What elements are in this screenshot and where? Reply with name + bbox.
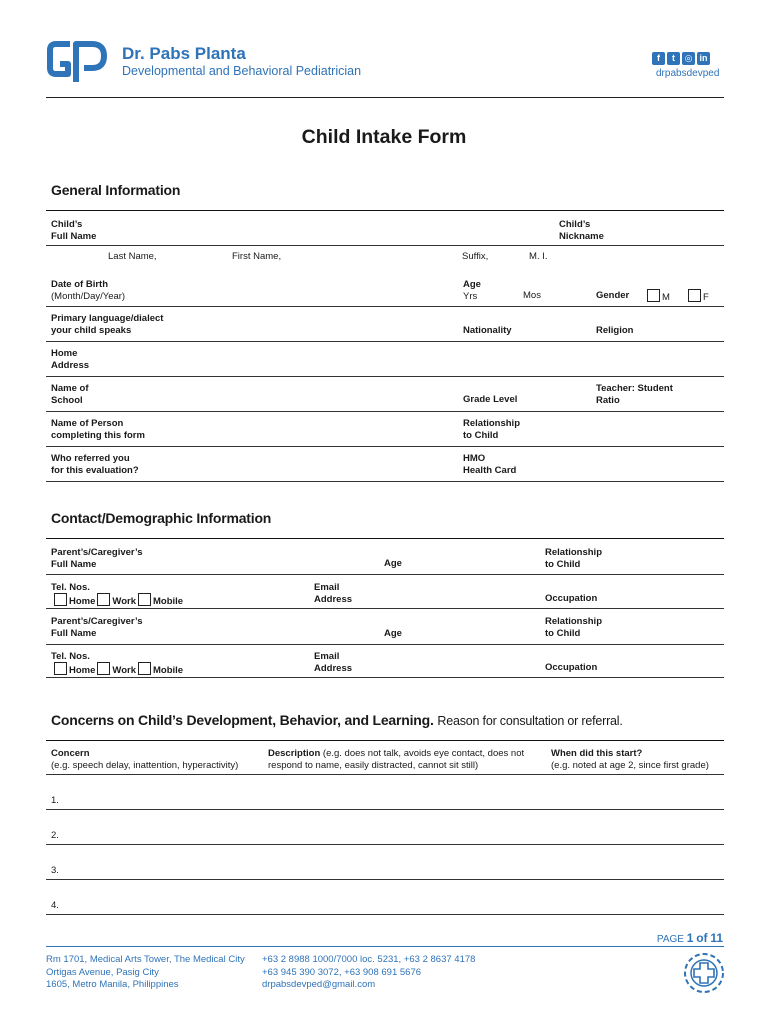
email-text-2: Address (314, 593, 353, 605)
hmo-text-1: HMO (463, 453, 486, 464)
section-general-heading: General Information (51, 182, 181, 198)
concern-row-line (46, 809, 724, 810)
phone-line-1: +63 2 8988 1000/7000 loc. 5231, +63 2 8637 4178 (262, 954, 476, 965)
childs-text: Child’s (51, 219, 83, 230)
row-divider (46, 306, 724, 307)
person-text-2: completing this form (51, 429, 145, 441)
address-line-1: Rm 1701, Medical Arts Tower, The Medical City (46, 954, 245, 965)
work-text: Work (112, 596, 136, 607)
address-line-3: 1605, Metro Manila, Philippines (46, 979, 179, 990)
concern-example: (e.g. speech delay, inattention, hyperactivity) (51, 759, 239, 771)
concern-row-number: 4. (51, 900, 59, 911)
instagram-icon[interactable]: ◎ (682, 52, 695, 65)
row-divider (46, 774, 724, 775)
religion-label: Religion (596, 325, 634, 336)
gender-male-option[interactable] (647, 289, 670, 304)
doctor-title: Developmental and Behavioral Pediatrician (122, 64, 362, 78)
concern-row-line (46, 879, 724, 880)
row-divider (46, 341, 724, 342)
dob-label (51, 279, 125, 302)
person-text-1: Name of Person (51, 418, 124, 429)
occupation-label-2: Occupation (545, 662, 598, 673)
seal-icon (682, 951, 726, 995)
dob-format-text: (Month/Day/Year) (51, 290, 126, 302)
concern-row-line (46, 844, 724, 845)
footer-divider (46, 946, 724, 947)
row-divider (46, 245, 724, 246)
parent-name-label-2 (51, 616, 143, 639)
logo-mark (46, 38, 112, 84)
male-text: M (662, 292, 670, 303)
page-label: PAGE (656, 934, 684, 945)
female-text: F (703, 292, 709, 303)
email-text-2: Address (314, 662, 353, 674)
row-divider (46, 411, 724, 412)
tel-label: Tel. Nos. (51, 582, 90, 593)
email-label (314, 582, 352, 605)
address-line-2: Ortigas Avenue, Pasig City (46, 966, 159, 978)
header-divider (46, 97, 724, 98)
parent-rel-text-1: Relationship (545, 547, 603, 558)
gender-label: Gender (596, 290, 630, 301)
ratio-text-2: Ratio (596, 394, 620, 406)
page-indicator (657, 931, 723, 945)
concern-row-line (46, 914, 724, 915)
mi-hint: M. I. (529, 251, 548, 262)
checkbox-work[interactable] (97, 593, 110, 606)
checkbox-male[interactable] (647, 289, 660, 302)
parent-rel-text-2: to Child (545, 558, 581, 570)
concern-row-number: 3. (51, 865, 59, 876)
description-example-2: respond to name, easily distracted, cannot sit still) (268, 759, 479, 771)
suffix-hint: Suffix, (462, 251, 489, 262)
email-text-1: Email (314, 582, 340, 593)
row-divider (46, 677, 724, 678)
relationship-label (463, 418, 520, 441)
social-links (650, 48, 710, 66)
parent-text-1: Parent’s/Caregiver’s (51, 616, 143, 627)
description-example-1: (e.g. does not talk, avoids eye contact, does not (322, 748, 525, 759)
concerns-subheading: Reason for consultation or referral. (437, 714, 623, 728)
mos-label: Mos (523, 290, 541, 301)
row-divider (46, 644, 724, 645)
section-concerns-heading (51, 712, 623, 728)
description-column-header (268, 748, 524, 771)
home-address-label (51, 348, 89, 371)
full-name-text: Full Name (51, 230, 97, 242)
hmo-text-2: Health Card (463, 464, 517, 476)
checkbox-home[interactable] (54, 593, 67, 606)
row-divider (46, 740, 724, 741)
linkedin-icon[interactable]: in (697, 52, 710, 65)
footer-contact (262, 954, 475, 992)
concern-row-number: 2. (51, 830, 59, 841)
checkbox-mobile[interactable] (138, 593, 151, 606)
row-divider (46, 376, 724, 377)
home-text: Home (69, 596, 96, 607)
start-text: When did this start? (551, 748, 643, 759)
gender-female-option[interactable] (688, 289, 709, 304)
checkbox-work[interactable] (97, 662, 110, 675)
facebook-icon[interactable]: f (652, 52, 665, 65)
language-label (51, 313, 163, 336)
parent-text-2: Full Name (51, 627, 97, 639)
parent-relationship-label-2 (545, 616, 602, 639)
first-name-hint: First Name, (232, 251, 282, 262)
start-column-header (551, 748, 709, 771)
page-total: 11 (710, 931, 723, 945)
referred-by-label (51, 453, 139, 476)
parent-rel-text-2: to Child (545, 627, 581, 639)
age-label (463, 279, 481, 302)
row-divider (46, 481, 724, 482)
nationality-label: Nationality (463, 325, 512, 336)
concern-text: Concern (51, 748, 90, 759)
referred-text-1: Who referred you (51, 453, 130, 464)
row-divider (46, 538, 724, 539)
mobile-text: Mobile (153, 596, 184, 607)
nickname-text-1: Child’s (559, 219, 591, 230)
relationship-text-1: Relationship (463, 418, 521, 429)
parent-name-label (51, 547, 143, 570)
dob-text: Date of Birth (51, 279, 108, 290)
doctor-name: Dr. Pabs Planta (122, 44, 246, 63)
social-handle: drpabsdevped (656, 68, 720, 79)
school-text-2: School (51, 394, 83, 406)
age-text: Age (463, 279, 481, 290)
nickname-text-2: Nickname (559, 230, 604, 242)
start-example: (e.g. noted at age 2, since first grade) (551, 759, 709, 771)
parent-age-label: Age (384, 558, 402, 569)
ratio-text-1: Teacher: Student (596, 383, 673, 394)
concern-column-header (51, 748, 238, 771)
school-text-1: Name of (51, 383, 89, 394)
person-completing-label (51, 418, 145, 441)
language-text-1: Primary language/dialect (51, 313, 164, 324)
hmo-label (463, 453, 516, 476)
section-contact-heading: Contact/Demographic Information (51, 510, 272, 526)
row-divider (46, 210, 724, 211)
grade-level-label: Grade Level (463, 394, 518, 405)
form-title: Child Intake Form (301, 126, 467, 148)
home-text: Home (69, 665, 96, 676)
childs-label (51, 219, 96, 242)
work-text: Work (112, 665, 136, 676)
footer-address (46, 954, 245, 992)
parent-age-label-2: Age (384, 628, 402, 639)
row-divider (46, 608, 724, 609)
occupation-label: Occupation (545, 593, 598, 604)
phone-type-options-2 (54, 662, 183, 677)
row-divider (46, 446, 724, 447)
checkbox-female[interactable] (688, 289, 701, 302)
email-line[interactable]: drpabsdevped@gmail.com (262, 979, 376, 990)
yrs-text: Yrs (463, 290, 478, 302)
relationship-text-2: to Child (463, 429, 499, 441)
phone-line-2: +63 945 390 3072, +63 908 691 5676 (262, 966, 422, 978)
last-name-hint: Last Name, (108, 251, 157, 262)
parent-rel-text-1: Relationship (545, 616, 603, 627)
twitter-icon[interactable]: t (667, 52, 680, 65)
page-of: of (696, 931, 708, 945)
description-text: Description (268, 748, 321, 759)
home-text: Home (51, 348, 78, 359)
tel-label-2: Tel. Nos. (51, 651, 90, 662)
mobile-text: Mobile (153, 665, 184, 676)
email-text-1: Email (314, 651, 340, 662)
nickname-label (559, 219, 604, 242)
teacher-ratio-label (596, 383, 673, 406)
parent-relationship-label (545, 547, 602, 570)
parent-text-1: Parent’s/Caregiver’s (51, 547, 143, 558)
school-label (51, 383, 88, 406)
email-label-2 (314, 651, 352, 674)
concerns-heading-text: Concerns on Child’s Development, Behavior, and Learning. (51, 712, 434, 728)
parent-text-2: Full Name (51, 558, 97, 570)
row-divider (46, 574, 724, 575)
address-text: Address (51, 359, 90, 371)
language-text-2: your child speaks (51, 324, 132, 336)
page-current: 1 (686, 931, 694, 945)
checkbox-home[interactable] (54, 662, 67, 675)
phone-type-options (54, 593, 183, 608)
checkbox-mobile[interactable] (138, 662, 151, 675)
concern-row-number: 1. (51, 795, 59, 806)
referred-text-2: for this evaluation? (51, 464, 139, 476)
